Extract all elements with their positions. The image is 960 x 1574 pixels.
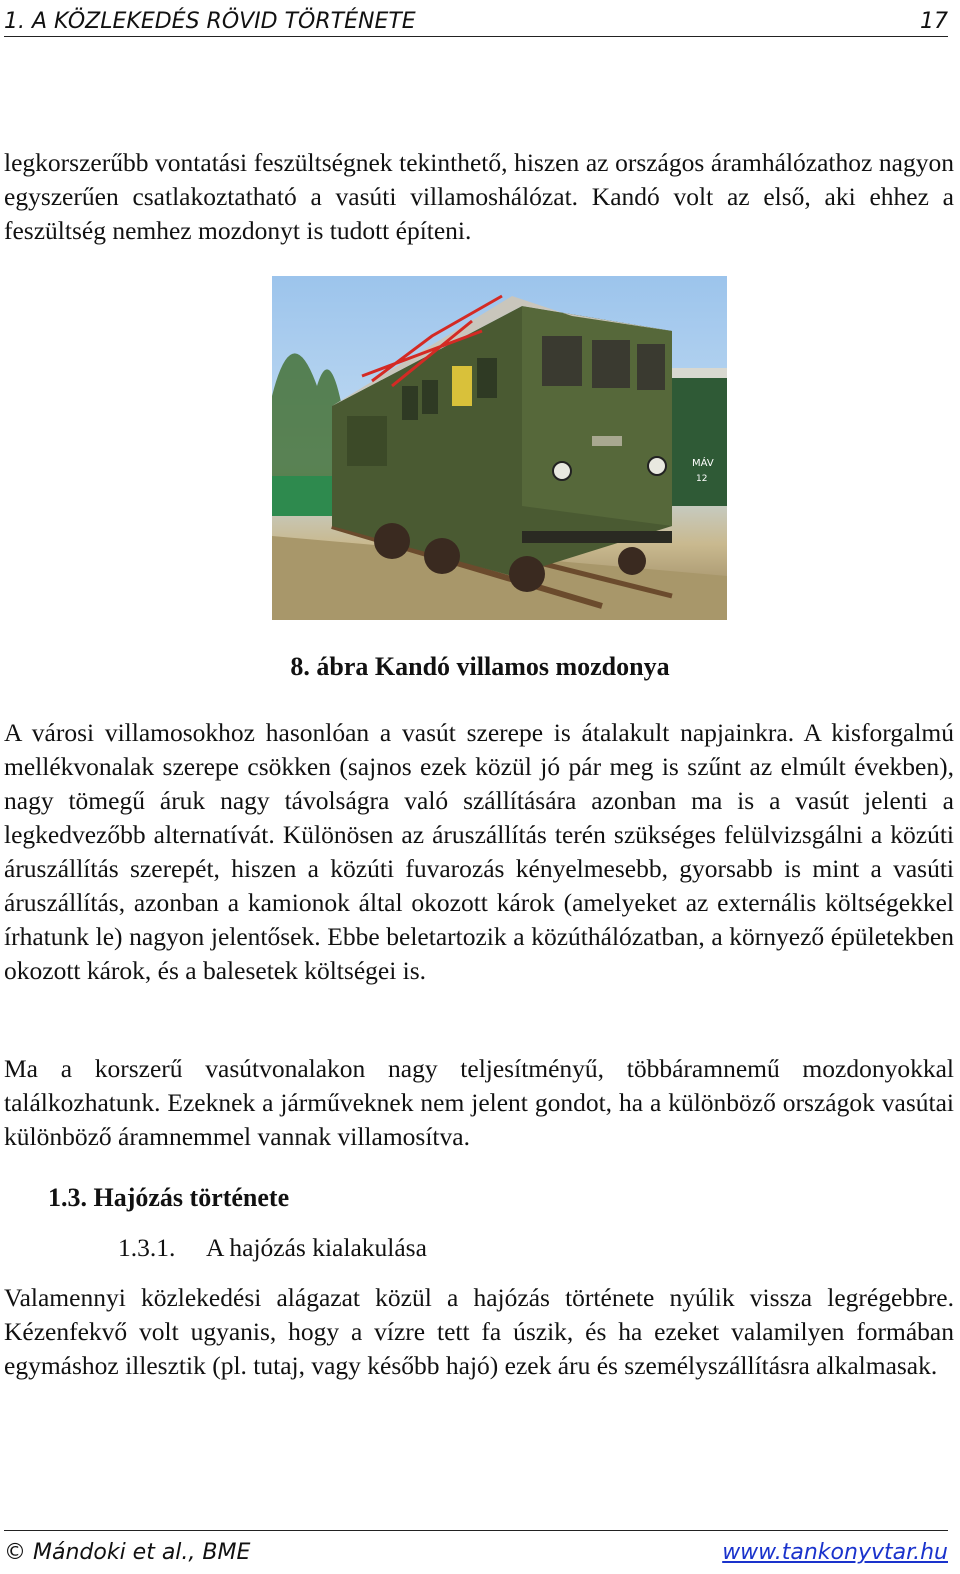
page-header — [4, 4, 948, 37]
wagon-sign: MÁV — [692, 458, 714, 469]
locomotive-photo — [272, 276, 727, 620]
page-number: 17 — [920, 9, 948, 34]
tankonyvtar-link[interactable]: www.tankonyvtar.hu — [722, 1540, 948, 1565]
locomotive-illustration — [272, 276, 727, 620]
section-heading: 1.3. Hajózás története — [48, 1183, 290, 1212]
wagon-number: 12 — [696, 474, 708, 484]
paragraph-intro: legkorszerűbb vontatási feszültségnek tekinthető, hiszen az országos áramhálózathoz nagyon egyszerűen csatlakoztatható a vasúti villamoshálózat. Kandó volt az első, aki ehhez a feszültség nemhez mozdonyt is tudott építeni. — [4, 148, 954, 245]
subsection-heading — [118, 1233, 427, 1263]
paragraph-modern-locomotives: Ma a korszerű vasútvonalakon nagy teljesítményű, többáramnemű mozdonyokkal találkozhatunk. Ezeknek a járműveknek nem jelent gondot, ha a különböző országok vasútai különböző áramnemmel vannak villamosítva. — [4, 1054, 954, 1151]
page-footer — [4, 1530, 948, 1565]
subsection-number: 1.3.1. — [118, 1233, 176, 1262]
figure-caption: 8. ábra Kandó villamos mozdonya — [290, 652, 670, 681]
subsection-title: A hajózás kialakulása — [206, 1233, 427, 1262]
chapter-title: 1. A KÖZLEKEDÉS RÖVID TÖRTÉNETE — [4, 9, 416, 34]
paragraph-shipping-history: Valamennyi közlekedési alágazat közül a hajózás története nyúlik vissza legrégebbre. Kézenfekvő volt ugyanis, hogy a vízre tett fa úszik, és ha ezeket valamilyen formában egymáshoz illesztik (pl. tutaj, vagy később hajó) ezek áru és személyszállításra alkalmasak. — [4, 1283, 954, 1380]
copyright-text: © Mándoki et al., BME — [4, 1540, 251, 1565]
paragraph-railway-role: A városi villamosokhoz hasonlóan a vasút szerepe is átalakult napjainkra. A kisforgalmú mellékvonalak szerepe csökken (sajnos ezek közül jó pár meg is szűnt az elmúlt években), nagy tömegű áruk nagy távolságra való szállítására azonban ma is a vasút jelenti a legkedvezőbb alternatívát. Különösen az áruszállítás terén szükséges felülvizsgálni a közúti áruszállítás szerepét, hiszen a közúti fuvarozás kényelmesebb, gyorsabb is mint a vasúti áruszállítás, azonban a kamionok által okozott károk (amelyeket az externális költségekkel írhatunk le) nagyon jelentősek. Ebbe beletartozik a közúthálózatban, a környező épületekben okozott károk, és a balesetek költségei is. — [4, 718, 954, 985]
